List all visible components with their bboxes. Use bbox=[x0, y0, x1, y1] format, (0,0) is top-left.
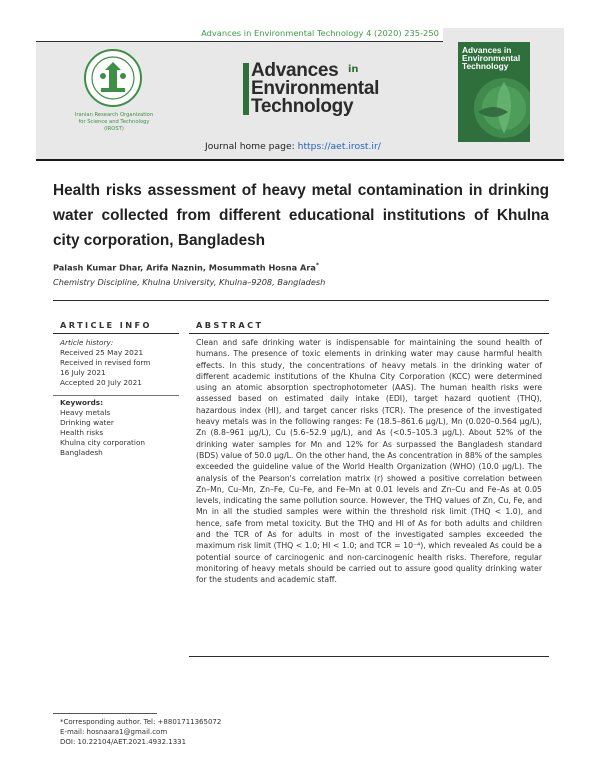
journal-cover-image bbox=[458, 42, 530, 142]
irost-logo-icon bbox=[83, 48, 143, 108]
footnote-rule bbox=[53, 713, 157, 714]
article-info-rule bbox=[53, 333, 179, 334]
abstract-rule bbox=[189, 333, 549, 334]
article-info-heading: ARTICLE INFO bbox=[60, 320, 152, 330]
header-top-rule bbox=[36, 41, 443, 42]
article-doi: DOI: 10.22104/AET.2021.4932.1331 bbox=[60, 738, 187, 746]
abstract-text: Clean and safe drinking water is indispensable for maintaining the sound health of humans. The presence of toxic elements in drinking water may cause harmful health effects. In this study, the concentrations of heavy metals in the drinking water of different academic institutions of the Khulna City Corporation (KCC) were determined using an atomic absorption spectrophotometer (AAS). The human health risks were assessed based on estimated daily intake (EDI), target hazard quotient (THQ), hazardous index (HI), and target cancer risks (TCR). The presence of the investigated heavy metals was in the following ranges: Fe (18.5–861.6 µg/L), Mn (0.020–0.564 µg/L), Zn (8.8–961 µg/L), Cu (5.6–52.9 µg/L), and As (<0.5–105.3 µg/L). About 52% of the drinking water samples for Mn and 12% for As surpassed the Bangladesh standard (BDS) value of 50.0 µg/L. On the other hand, the As concentration in 88% of the samples exceeded the guideline value of the World Health Organization (WHO) (10.0 µg/L). The analysis of the Pearson's correlation matrix (r) showed a positive correlation between Zn–Mn, Cu–Mn, Zn–Fe, Cu–Fe, and Fe–Mn at 0.01 levels and Zn–Cu and Fe–As at 0.05 levels, indicating the same pollution source. However, the THQ values of Zn, Cu, Fe, and Mn in all the studied samples were within the threshold risk limit (THQ < 1.0), and hence, safe from metal toxicity. But the THQ and HI of As for both adults and children and the TCR of As for adults in most of the investigated samples exceeded the maximum risk limit (THQ < 1.0; HI < 1.0; and TCR = 10⁻⁴), which revealed As could be a potential source of carcinogenic and non-carcinogenic health risks. Therefore, regular monitoring of heavy metals should be carried out to assure good quality drinking water for the students and academic staff. bbox=[196, 338, 542, 585]
article-title: Health risks assessment of heavy metal contamination in drinking water collected from different educational institutions of Khulna city corporation, Bangladesh bbox=[53, 182, 549, 249]
article-authors: Palash Kumar Dhar, Arifa Naznin, Mosummath Hosna Ara* bbox=[53, 262, 320, 273]
corresponding-author: *Corresponding author. Tel: +8801711365072 bbox=[60, 718, 222, 726]
brand-accent-bar bbox=[243, 63, 249, 115]
keywords-list: Keywords: Heavy metals Drinking water Health risks Khulna city corporation Bangladesh bbox=[60, 398, 180, 458]
author-affiliation: Chemistry Discipline, Khulna University, Khulna–9208, Bangladesh bbox=[53, 277, 326, 287]
keyword-item: Drinking water bbox=[60, 418, 114, 427]
abstract-bottom-rule bbox=[189, 656, 549, 657]
cover-title: Advances in Environmental Technology bbox=[462, 45, 521, 71]
keyword-item: Health risks bbox=[60, 428, 104, 437]
journal-reference: Advances in Environmental Technology 4 (2020) 235-250 bbox=[201, 28, 439, 38]
journal-homepage: Journal home page: https://aet.irost.ir/ bbox=[205, 141, 381, 152]
header-bottom-rule bbox=[36, 159, 564, 161]
keyword-item: Bangladesh bbox=[60, 448, 103, 457]
brand-in-mark: in bbox=[348, 64, 359, 75]
article-history: Article history: Received 25 May 2021 Received in revised form 16 July 2021 Accepted 20 July 2021 bbox=[60, 338, 151, 387]
footnote bbox=[60, 717, 221, 747]
keyword-item: Heavy metals bbox=[60, 408, 111, 417]
title-divider bbox=[53, 300, 549, 301]
keyword-item: Khulna city corporation bbox=[60, 438, 146, 447]
homepage-link[interactable]: https://aet.irost.ir/ bbox=[297, 141, 381, 152]
organization-name: Iranian Research Organization for Science and Technology (IROST) bbox=[74, 112, 154, 132]
author-email: E-mail: hosnaara1@gmail.com bbox=[60, 728, 168, 736]
abstract-heading: ABSTRACT bbox=[196, 320, 264, 330]
info-separator bbox=[53, 395, 179, 396]
journal-brand-title: Advances Environmental Technology bbox=[251, 60, 380, 117]
